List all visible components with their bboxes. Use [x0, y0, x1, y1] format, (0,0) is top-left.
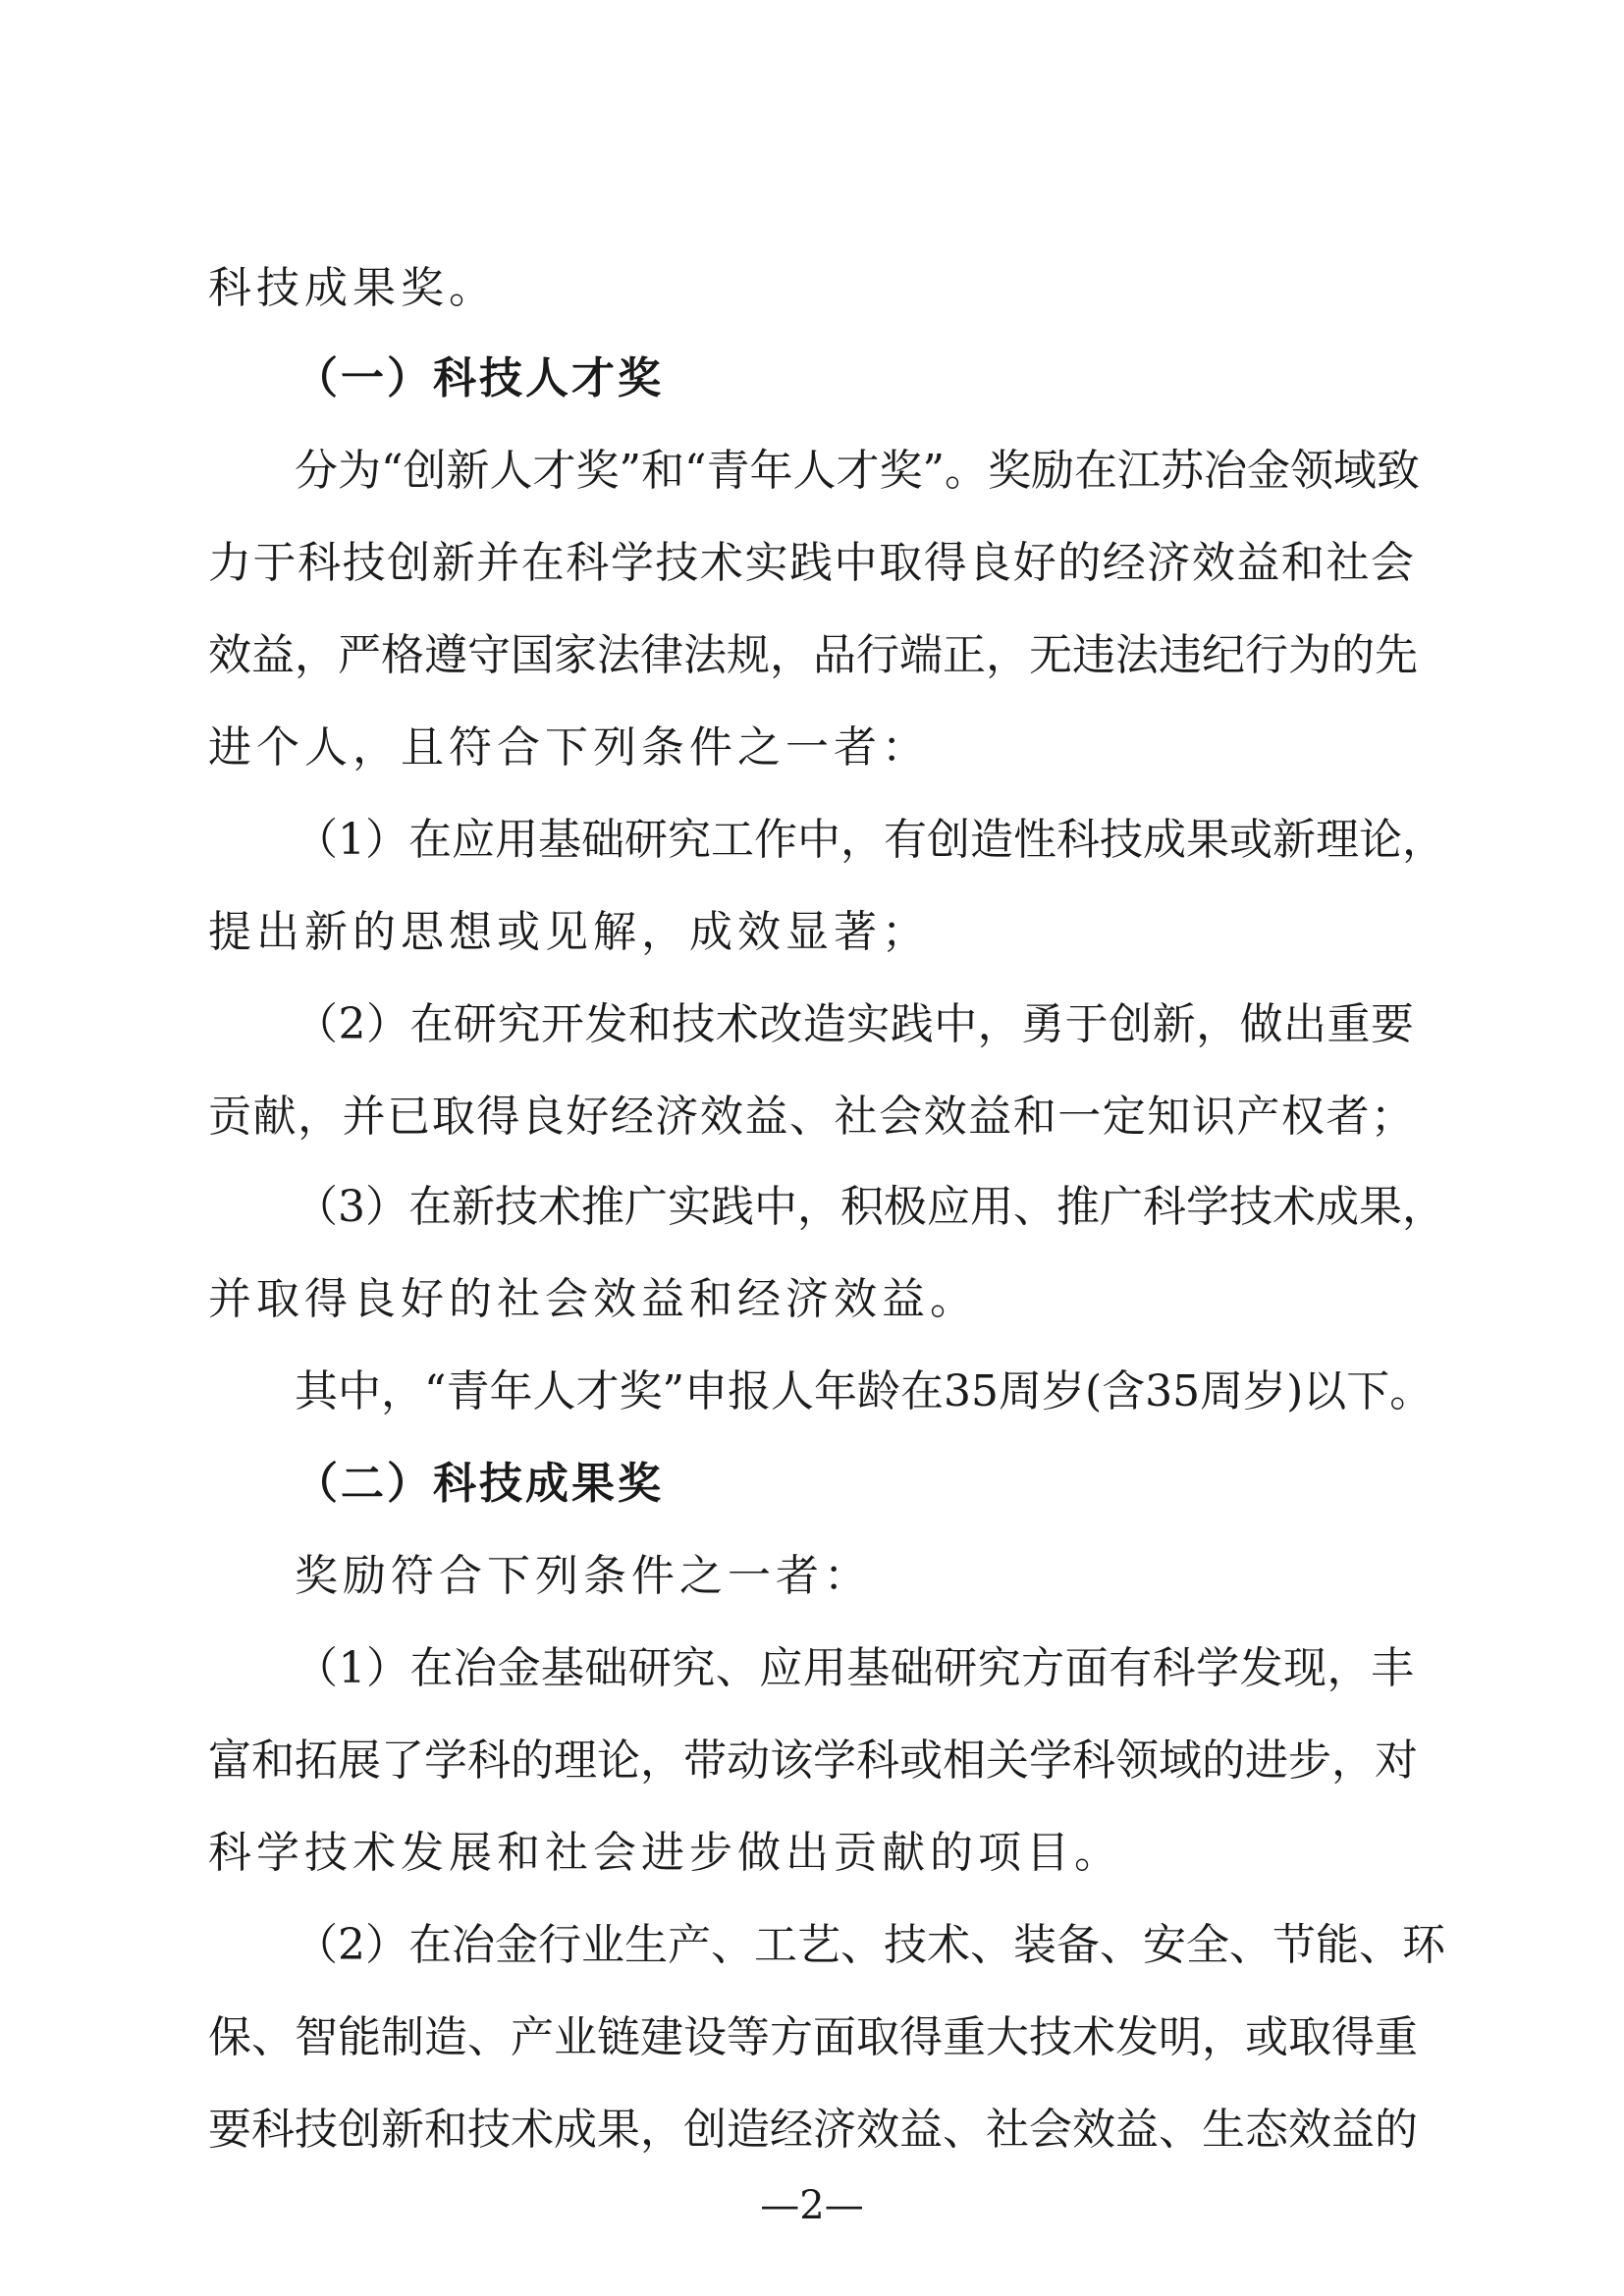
text-line: 力于科技创新并在科学技术实践中取得良好的经济效益和社会	[208, 538, 1414, 588]
text-line: 要科技创新和技术成果，创造经济效益、社会效益、生态效益的	[208, 2105, 1418, 2155]
text-line: 富和拓展了学科的理论，带动该学科或相关学科领域的进步，对	[208, 1735, 1418, 1786]
text-line: 分为“创新人才奖”和“青年人才奖”。奖励在江苏冶金领域致	[295, 446, 1420, 496]
text-line: （1）在冶金基础研究、应用基础研究方面有科学发现，丰	[295, 1643, 1414, 1693]
text-line: 贡献，并已取得良好经济效益、社会效益和一定知识产权者；	[208, 1092, 1414, 1142]
section-heading: （二）科技成果奖	[295, 1459, 664, 1509]
text-line: 其中，“青年人才奖”申报人年龄在35周岁(含35周岁)以下。	[295, 1366, 1434, 1416]
text-line: 进个人，且符合下列条件之一者：	[208, 722, 930, 773]
text-line: （3）在新技术推广实践中，积极应用、推广科学技术成果，	[295, 1182, 1445, 1232]
text-line: 效益，严格遵守国家法律法规，品行端正，无违法违纪行为的先	[208, 630, 1418, 680]
text-line: 科技成果奖。	[208, 263, 497, 313]
text-line: 保、智能制造、产业链建设等方面取得重大技术发明，或取得重	[208, 2012, 1418, 2062]
page-number: —2—	[760, 2183, 864, 2228]
text-line: 并取得良好的社会效益和经济效益。	[208, 1274, 978, 1324]
section-heading: （一）科技人才奖	[295, 353, 664, 403]
text-line: （1）在应用基础研究工作中，有创造性科技成果或新理论，	[295, 815, 1445, 865]
text-line: 科学技术发展和社会进步做出贡献的项目。	[208, 1828, 1122, 1878]
text-line: （2）在冶金行业生产、工艺、技术、装备、安全、节能、环	[295, 1920, 1445, 1970]
text-line: （2）在研究开发和技术改造实践中，勇于创新，做出重要	[295, 999, 1414, 1049]
text-line: 奖励符合下列条件之一者：	[295, 1551, 872, 1601]
text-line: 提出新的思想或见解，成效显著；	[208, 907, 930, 957]
